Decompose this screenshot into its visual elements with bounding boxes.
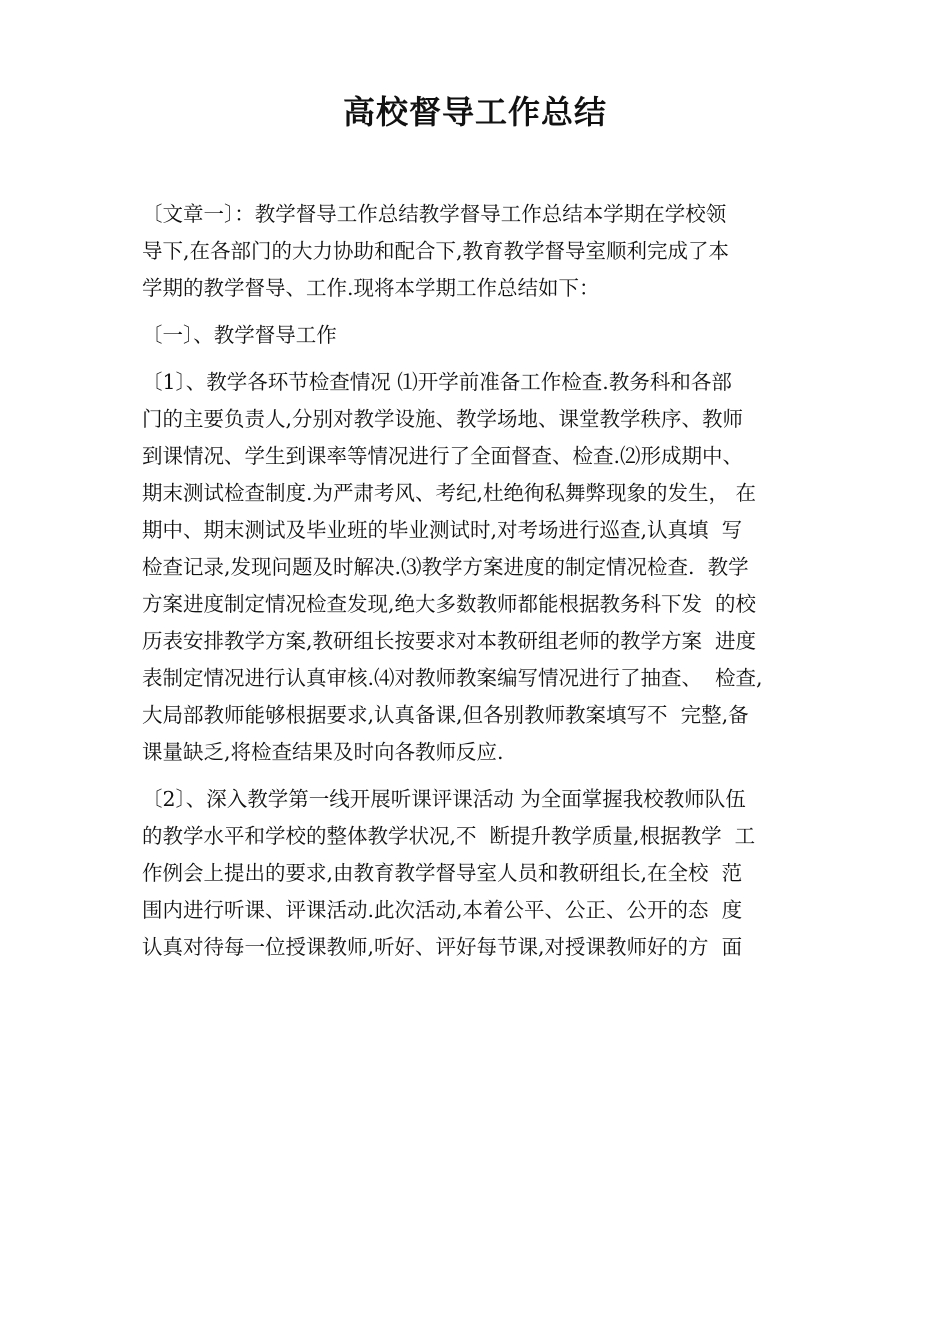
text-line: 检查记录,发现问题及时解决.⑶教学方案进度的制定情况检查. 教学 — [142, 555, 749, 579]
text-line: 课量缺乏,将检查结果及时向各教师反应. — [142, 740, 504, 764]
text-line: 期末测试检查制度.为严肃考风、考纪,杜绝徇私舞弊现象的发生， 在 — [142, 481, 757, 505]
document-title: 高校督导工作总结 — [342, 93, 607, 131]
text-line: 〔1〕、教学各环节检查情况 ⑴开学前准备工作检查.教务科和各部 — [142, 370, 732, 394]
text-line: 认真对待每一位授课教师,听好、评好每节课,对授课教师好的方 面 — [142, 935, 743, 959]
text-line: 作例会上提出的要求,由教育教学督导室人员和教研组长,在全校 范 — [142, 861, 743, 885]
text-line: 的教学水平和学校的整体教学状况,不 断提升教学质量,根据教学 工 — [142, 824, 756, 848]
text-line: 门的主要负责人,分别对教学设施、教学场地、课堂教学秩序、教师 — [142, 407, 744, 431]
document-body — [142, 196, 832, 966]
text-line: 围内进行听课、评课活动.此次活动,本着公平、公正、公开的态 度 — [142, 898, 743, 922]
text-line: 表制定情况进行认真审核.⑷对教师教案编写情况进行了抽查、 检查, — [142, 666, 763, 690]
text-line: 〔2〕、深入教学第一线开展听课评课活动 为全面掌握我校教师队伍 — [142, 787, 746, 811]
section-heading: 〔一〕、教学督导工作 — [142, 323, 337, 347]
text-line: 到课情况、学生到课率等情况进行了全面督查、检查.⑵形成期中、 — [142, 444, 744, 468]
text-line: 历表安排教学方案,教研组长按要求对本教研组老师的教学方案 进度 — [142, 629, 757, 653]
text-line: 学期的教学督导、工作.现将本学期工作总结如下： — [142, 276, 600, 300]
text-line: 导下,在各部门的大力协助和配合下,教育教学督导室顺利完成了本 — [142, 239, 730, 263]
text-line: 方案进度制定情况检查发现,绝大多数教师都能根据教务科下发 的校 — [142, 592, 757, 616]
text-line: 期中、期末测试及毕业班的毕业测试时,对考场进行巡查,认真填 写 — [142, 518, 743, 542]
text-line: 大局部教师能够根据要求,认真备课,但各别教师教案填写不 完整,备 — [142, 703, 749, 727]
text-line: 〔文章一〕：教学督导工作总结教学督导工作总结本学期在学校领 — [142, 202, 727, 226]
